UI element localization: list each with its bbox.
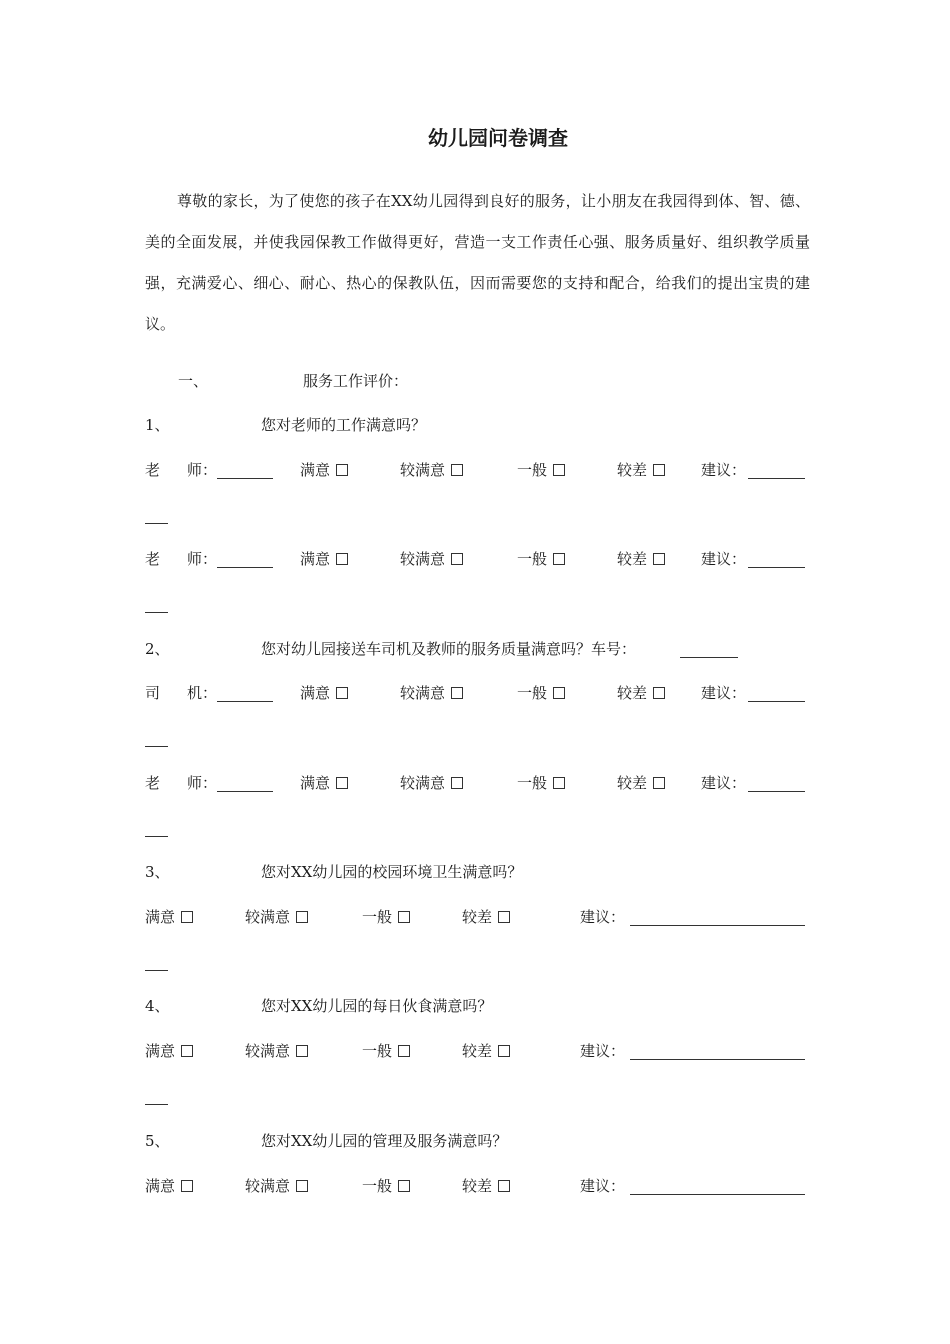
suggestion-blank-continued[interactable] — [145, 523, 168, 524]
page-title: 幼儿园问卷调查 — [428, 126, 568, 150]
poor-label: 较差 — [617, 550, 648, 568]
fairly-satisfied-checkbox[interactable] — [451, 464, 463, 476]
question-text: 您对XX幼儿园的管理及服务满意吗？ — [261, 1132, 508, 1150]
average-checkbox[interactable] — [553, 553, 565, 565]
satisfied-checkbox[interactable] — [181, 1045, 193, 1057]
suggestion-blank-continued[interactable] — [145, 746, 168, 747]
fairly-satisfied-checkbox[interactable] — [451, 553, 463, 565]
fairly-satisfied-label: 较满意 — [400, 684, 446, 702]
average-checkbox[interactable] — [398, 1180, 410, 1192]
satisfied-checkbox[interactable] — [181, 911, 193, 923]
person-label-char: 老 — [145, 461, 161, 479]
satisfied-checkbox[interactable] — [336, 553, 348, 565]
satisfied-option — [145, 910, 193, 925]
fairly-satisfied-option — [400, 463, 463, 478]
average-option — [517, 463, 565, 478]
section-title: 服务工作评价： — [303, 372, 409, 390]
poor-checkbox[interactable] — [498, 911, 510, 923]
satisfied-checkbox[interactable] — [336, 464, 348, 476]
average-option — [517, 776, 565, 791]
average-label: 一般 — [517, 774, 548, 792]
suggestion-blank[interactable] — [748, 478, 805, 479]
satisfied-option — [300, 776, 348, 791]
bus-number-blank[interactable] — [680, 657, 738, 658]
fairly-satisfied-checkbox[interactable] — [296, 911, 308, 923]
average-checkbox[interactable] — [553, 687, 565, 699]
name-blank[interactable] — [217, 701, 273, 702]
satisfied-label: 满意 — [145, 908, 176, 926]
suggestion-blank[interactable] — [630, 925, 805, 926]
poor-checkbox[interactable] — [498, 1180, 510, 1192]
satisfied-checkbox[interactable] — [336, 777, 348, 789]
average-option — [517, 686, 565, 701]
person-label-char: 师： — [187, 461, 218, 479]
poor-label: 较差 — [617, 774, 648, 792]
average-option — [362, 910, 410, 925]
person-label-char: 师： — [187, 550, 218, 568]
satisfied-label: 满意 — [300, 461, 331, 479]
average-option — [517, 552, 565, 567]
satisfied-label: 满意 — [145, 1177, 176, 1195]
fairly-satisfied-option — [400, 552, 463, 567]
fairly-satisfied-option — [400, 686, 463, 701]
poor-checkbox[interactable] — [653, 777, 665, 789]
average-checkbox[interactable] — [398, 1045, 410, 1057]
satisfied-label: 满意 — [145, 1042, 176, 1060]
fairly-satisfied-label: 较满意 — [245, 1042, 291, 1060]
suggestion-label: 建议： — [701, 684, 747, 702]
poor-checkbox[interactable] — [653, 687, 665, 699]
average-label: 一般 — [517, 550, 548, 568]
suggestion-label: 建议： — [580, 1177, 626, 1195]
average-option — [362, 1044, 410, 1059]
intro-paragraph: 尊敬的家长，为了使您的孩子在XX幼儿园得到良好的服务，让小朋友在我园得到体、智、德、美的全面发展，并使我园保教工作做得更好，营造一支工作责任心强、服务质量好、组织教学质量强，充满爱心、细心、耐心、热心的保教队伍，因而需要您的支持和配合，给我们的提出宝贵的建议。 — [145, 192, 810, 333]
poor-option — [462, 910, 510, 925]
suggestion-label: 建议： — [580, 908, 626, 926]
suggestion-blank[interactable] — [630, 1059, 805, 1060]
person-label-char: 司 — [145, 684, 161, 702]
section-number: 一、 — [178, 372, 209, 390]
poor-label: 较差 — [462, 1042, 493, 1060]
average-checkbox[interactable] — [553, 777, 565, 789]
poor-option — [617, 463, 665, 478]
poor-label: 较差 — [462, 1177, 493, 1195]
person-label-char: 老 — [145, 774, 161, 792]
poor-option — [617, 686, 665, 701]
poor-checkbox[interactable] — [653, 464, 665, 476]
satisfied-checkbox[interactable] — [336, 687, 348, 699]
poor-option — [462, 1044, 510, 1059]
suggestion-blank[interactable] — [748, 791, 805, 792]
question-text: 您对幼儿园接送车司机及教师的服务质量满意吗？车号： — [261, 640, 637, 658]
poor-checkbox[interactable] — [498, 1045, 510, 1057]
fairly-satisfied-checkbox[interactable] — [451, 777, 463, 789]
suggestion-label: 建议： — [701, 461, 747, 479]
suggestion-blank[interactable] — [748, 567, 805, 568]
person-label-char: 师： — [187, 774, 218, 792]
satisfied-label: 满意 — [300, 684, 331, 702]
poor-label: 较差 — [462, 908, 493, 926]
fairly-satisfied-label: 较满意 — [400, 550, 446, 568]
satisfied-option — [300, 463, 348, 478]
average-checkbox[interactable] — [398, 911, 410, 923]
fairly-satisfied-label: 较满意 — [245, 908, 291, 926]
satisfied-option — [145, 1044, 193, 1059]
suggestion-blank-continued[interactable] — [145, 1104, 168, 1105]
question-text: 您对老师的工作满意吗？ — [261, 416, 427, 434]
fairly-satisfied-option — [245, 1179, 308, 1194]
average-label: 一般 — [517, 461, 548, 479]
satisfied-option — [145, 1179, 193, 1194]
suggestion-blank-continued[interactable] — [145, 612, 168, 613]
fairly-satisfied-checkbox[interactable] — [296, 1045, 308, 1057]
question-text: 您对XX幼儿园的每日伙食满意吗？ — [261, 997, 493, 1015]
suggestion-label: 建议： — [701, 774, 747, 792]
question-number: 1、 — [145, 416, 170, 434]
average-label: 一般 — [362, 908, 393, 926]
satisfied-label: 满意 — [300, 550, 331, 568]
poor-option — [617, 776, 665, 791]
fairly-satisfied-checkbox[interactable] — [451, 687, 463, 699]
fairly-satisfied-label: 较满意 — [400, 461, 446, 479]
question-number: 5、 — [145, 1132, 170, 1150]
question-text: 您对XX幼儿园的校园环境卫生满意吗？ — [261, 863, 523, 881]
question-number: 2、 — [145, 640, 170, 658]
average-label: 一般 — [362, 1177, 393, 1195]
satisfied-option — [300, 686, 348, 701]
suggestion-label: 建议： — [580, 1042, 626, 1060]
satisfied-checkbox[interactable] — [181, 1180, 193, 1192]
name-blank[interactable] — [217, 791, 273, 792]
name-blank[interactable] — [217, 478, 273, 479]
name-blank[interactable] — [217, 567, 273, 568]
question-number: 4、 — [145, 997, 170, 1015]
fairly-satisfied-option — [400, 776, 463, 791]
person-label-char: 机： — [187, 684, 218, 702]
poor-option — [462, 1179, 510, 1194]
average-option — [362, 1179, 410, 1194]
poor-option — [617, 552, 665, 567]
fairly-satisfied-label: 较满意 — [245, 1177, 291, 1195]
satisfied-option — [300, 552, 348, 567]
suggestion-blank-continued[interactable] — [145, 970, 168, 971]
suggestion-blank-continued[interactable] — [145, 836, 168, 837]
suggestion-blank[interactable] — [748, 701, 805, 702]
average-label: 一般 — [517, 684, 548, 702]
fairly-satisfied-option — [245, 1044, 308, 1059]
suggestion-label: 建议： — [701, 550, 747, 568]
suggestion-blank[interactable] — [630, 1194, 805, 1195]
fairly-satisfied-label: 较满意 — [400, 774, 446, 792]
satisfied-label: 满意 — [300, 774, 331, 792]
poor-checkbox[interactable] — [653, 553, 665, 565]
fairly-satisfied-checkbox[interactable] — [296, 1180, 308, 1192]
fairly-satisfied-option — [245, 910, 308, 925]
poor-label: 较差 — [617, 684, 648, 702]
question-number: 3、 — [145, 863, 170, 881]
average-label: 一般 — [362, 1042, 393, 1060]
poor-label: 较差 — [617, 461, 648, 479]
person-label-char: 老 — [145, 550, 161, 568]
average-checkbox[interactable] — [553, 464, 565, 476]
